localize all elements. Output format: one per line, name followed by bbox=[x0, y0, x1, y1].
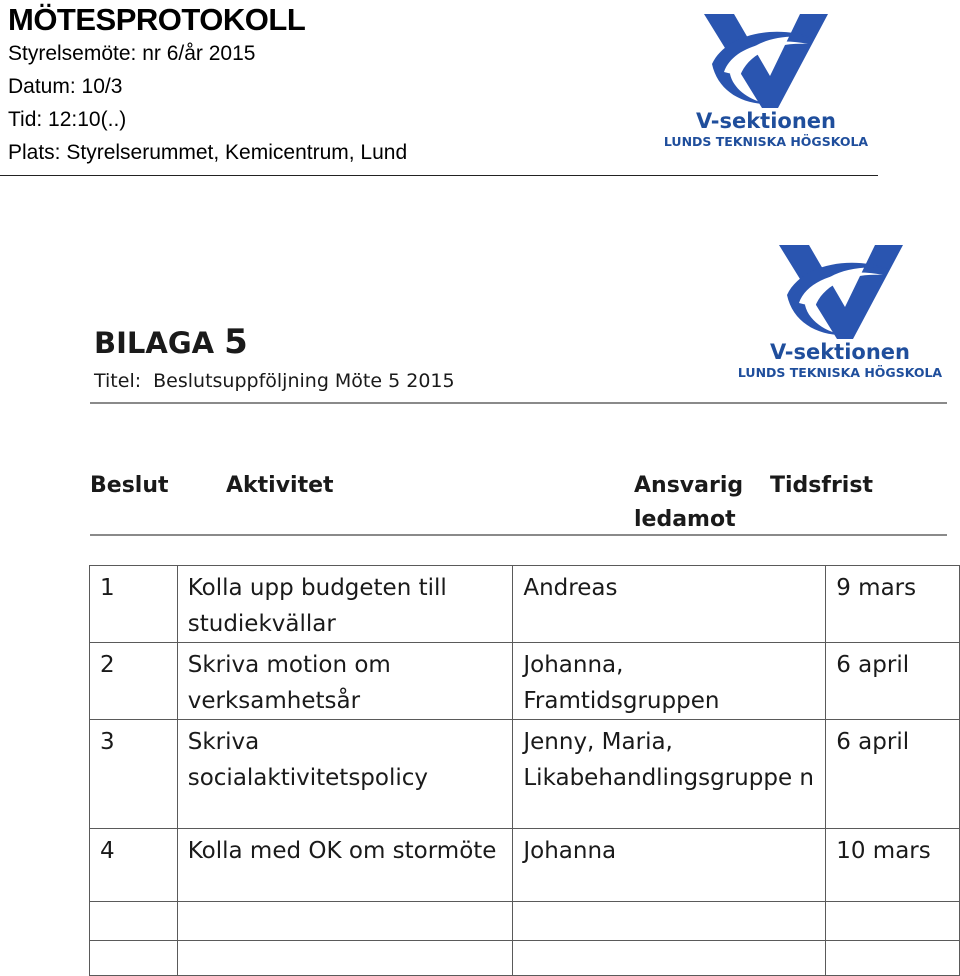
cell-aktivitet bbox=[177, 902, 513, 941]
column-header-aktivitet: Aktivitet bbox=[226, 473, 334, 498]
cell-beslut: 4 bbox=[90, 829, 178, 902]
cell-tidsfrist: 6 april bbox=[826, 643, 960, 720]
cell-tidsfrist: 6 april bbox=[826, 720, 960, 829]
table-row bbox=[90, 720, 960, 829]
cell-aktivitet: Skriva motion om verksamhetsår bbox=[177, 643, 513, 720]
cell-aktivitet: Skriva socialaktivitetspolicy bbox=[177, 720, 513, 829]
logo-school: LUNDS TEKNISKA HÖGSKOLA bbox=[737, 365, 943, 380]
bilaga-title-label: Titel: bbox=[94, 370, 142, 392]
meeting-number: Styrelsemöte: nr 6/år 2015 bbox=[8, 42, 256, 65]
bilaga-heading bbox=[94, 322, 248, 363]
v-sektionen-logo bbox=[660, 14, 872, 150]
table-row bbox=[90, 643, 960, 720]
column-header-ansvarig-line1: Ansvarig bbox=[634, 473, 744, 498]
table-row bbox=[90, 566, 960, 643]
logo-name: V-sektionen bbox=[696, 109, 836, 133]
cell-tidsfrist: 9 mars bbox=[826, 566, 960, 643]
cell-tidsfrist bbox=[826, 941, 960, 976]
cell-ansvarig: Johanna, Framtidsgruppen bbox=[513, 643, 826, 720]
meeting-place: Plats: Styrelserummet, Kemicentrum, Lund bbox=[8, 141, 408, 164]
table-row bbox=[90, 829, 960, 902]
cell-beslut: 2 bbox=[90, 643, 178, 720]
cell-ansvarig: Andreas bbox=[513, 566, 826, 643]
bilaga-label: BILAGA bbox=[94, 326, 215, 360]
table-row bbox=[90, 902, 960, 941]
header-divider bbox=[0, 175, 878, 176]
table-row bbox=[90, 941, 960, 976]
cell-beslut: 3 bbox=[90, 720, 178, 829]
bilaga-divider bbox=[90, 402, 947, 404]
cell-beslut bbox=[90, 941, 178, 976]
cell-aktivitet: Kolla med OK om stormöte bbox=[177, 829, 513, 902]
bilaga-number: 5 bbox=[224, 322, 248, 362]
cell-ansvarig bbox=[513, 941, 826, 976]
cell-tidsfrist: 10 mars bbox=[826, 829, 960, 902]
meeting-time: Tid: 12:10(..) bbox=[8, 108, 127, 131]
column-header-ansvarig-line2: ledamot bbox=[634, 507, 736, 532]
bilaga-title-value: Beslutsuppföljning Möte 5 2015 bbox=[153, 370, 455, 392]
document-title: MÖTESPROTOKOLL bbox=[8, 2, 306, 37]
logo-school: LUNDS TEKNISKA HÖGSKOLA bbox=[663, 134, 869, 149]
cell-ansvarig: Johanna bbox=[513, 829, 826, 902]
column-header-tidsfrist: Tidsfrist bbox=[770, 473, 873, 498]
cell-ansvarig: Jenny, Maria, Likabehandlingsgruppe n bbox=[513, 720, 826, 829]
v-logo-icon bbox=[779, 245, 903, 339]
column-header-divider bbox=[90, 534, 947, 536]
beslut-table bbox=[89, 565, 960, 976]
v-sektionen-logo-bilaga bbox=[735, 245, 945, 381]
logo-name: V-sektionen bbox=[770, 340, 910, 364]
cell-beslut bbox=[90, 902, 178, 941]
cell-ansvarig bbox=[513, 902, 826, 941]
v-logo-icon bbox=[704, 14, 828, 108]
cell-beslut: 1 bbox=[90, 566, 178, 643]
column-header-beslut: Beslut bbox=[90, 473, 169, 498]
cell-aktivitet bbox=[177, 941, 513, 976]
bilaga-title bbox=[94, 368, 455, 394]
cell-aktivitet: Kolla upp budgeten till studiekvällar bbox=[177, 566, 513, 643]
meeting-date: Datum: 10/3 bbox=[8, 75, 123, 98]
column-header-ansvarig bbox=[634, 469, 743, 537]
cell-tidsfrist bbox=[826, 902, 960, 941]
